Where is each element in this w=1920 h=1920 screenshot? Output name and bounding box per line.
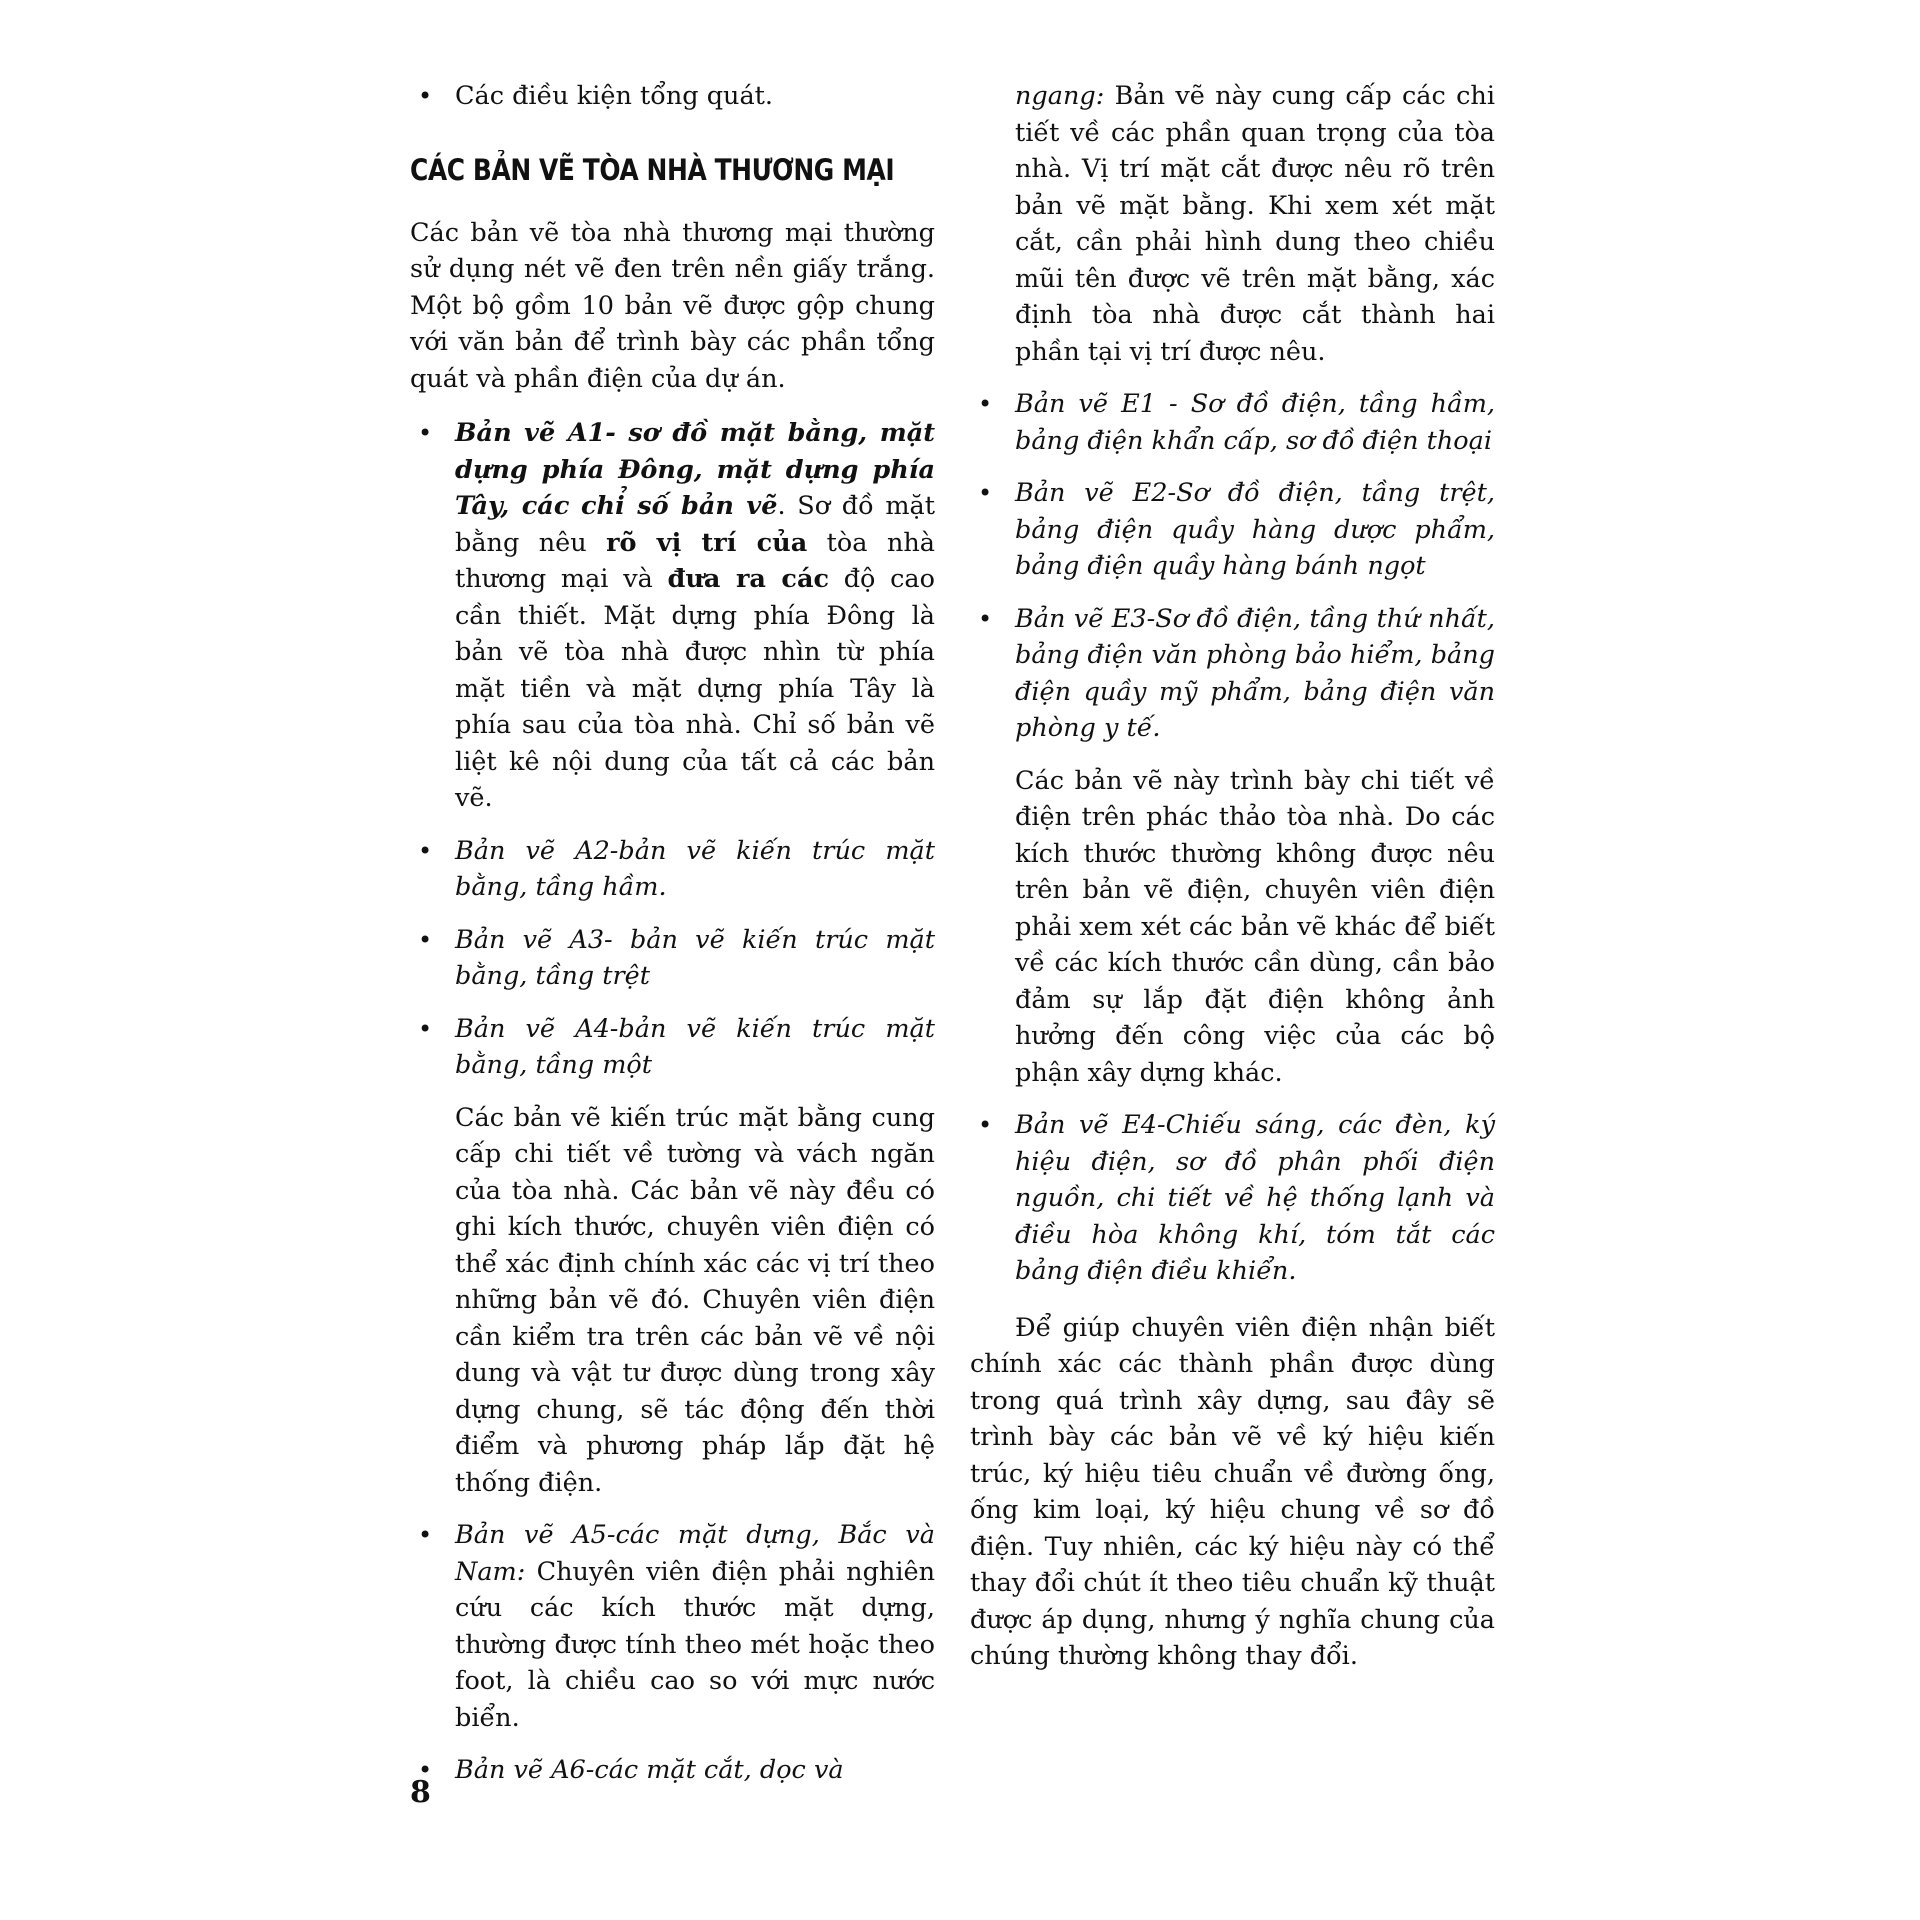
a6-title: Bản vẽ A6-các mặt cắt, dọc và (455, 1755, 844, 1785)
e1-text: Bản vẽ E1 - Sơ đồ điện, tầng hầm, bảng điện khẩn cấp, sơ đồ điện thoại (1015, 389, 1495, 456)
bullet-list-top (410, 78, 935, 115)
a1-text-1: . Sơ đồ mặt bằng nêu (455, 491, 935, 558)
a6-cont-title: ngang: (1015, 81, 1105, 111)
a1-bold-term: chỉ số bản vẽ (581, 491, 778, 521)
bullet-icon: • (418, 82, 433, 110)
section-heading: CÁC BẢN VẼ TÒA NHÀ THƯƠNG MẠI (410, 152, 895, 187)
e4-text: Bản vẽ E4-Chiếu sáng, các đèn, ký hiệu điện, sơ đồ phân phối điện nguồn, chi tiết về hệ thống lạnh và điều hòa không khí, tóm tắt các bảng điện điều khiển. (1015, 1110, 1495, 1286)
a3-text: Bản vẽ A3- bản vẽ kiến trúc mặt bằng, tầng trệt (455, 924, 935, 991)
a6-cont-text: Bản vẽ này cung cấp các chi tiết về các phần quan trọng của tòa nhà. Vị trí mặt cắt được nêu rõ trên bản vẽ mặt bằng. Khi xem xét mặt cắt, cần phải hình dung theo chiều mũi tên được vẽ trên mặt bằng, xác định tòa nhà được cắt thành hai phần tại vị trí được nêu. (1015, 81, 1495, 367)
a1-text-2: tòa nhà thương mại và (455, 527, 935, 594)
final-paragraph: Để giúp chuyên viên điện nhận biết chính xác các thành phần được dùng trong quá trình xây dựng, sau đây sẽ trình bày các bản vẽ về ký hiệu kiến trúc, ký hiệu tiêu chuẩn về đường ống, ống kim loại, ký hiệu chung về sơ đồ điện. Tuy nhiên, các ký hiệu này có thể thay đổi chút ít theo tiêu chuẩn kỹ thuật được áp dụng, nhưng ý nghĩa chung của chúng thường không thay đổi. (970, 1312, 1495, 1671)
list-item-a5 (410, 1517, 935, 1736)
bullet-icon: • (978, 479, 993, 507)
drawing-list-a (410, 415, 935, 1084)
list-item-a2 (410, 833, 935, 906)
a4-text: Bản vẽ A4-bản vẽ kiến trúc mặt bằng, tầng một (455, 1013, 935, 1080)
list-item-e3 (970, 601, 1495, 747)
bullet-icon: • (978, 604, 993, 633)
bullet-icon: • (418, 1014, 433, 1043)
e2-text: Bản vẽ E2-Sơ đồ điện, tầng trệt, bảng điện quầy hàng dược phẩm, bảng điện quầy hàng bánh ngọt (1015, 478, 1495, 581)
drawing-list-e-cont (970, 1107, 1495, 1290)
list-item-text: Các điều kiện tổng quát. (455, 81, 774, 111)
list-item-a3 (410, 922, 935, 995)
list-item-a1 (410, 415, 935, 817)
list-item-e1 (970, 386, 1495, 459)
bullet-icon: • (418, 1756, 433, 1784)
a1-bold-1: rõ vị trí của (606, 527, 808, 558)
list-item-a6 (410, 1752, 935, 1789)
a1-text-3: độ cao cần thiết. Mặt dựng phía Đông là bản vẽ tòa nhà được nhìn từ phía mặt tiền và mặt dựng phía Tây là phía sau của tòa nhà. Chỉ số bản vẽ liệt kê nội dung của tất cả các bản vẽ. (455, 564, 935, 813)
bullet-icon: • (978, 1111, 993, 1139)
a1-bold-2: đưa ra các (667, 564, 829, 594)
list-item-e2 (970, 475, 1495, 585)
architecture-paragraph: Các bản vẽ kiến trúc mặt bằng cung cấp chi tiết về tường và vách ngăn của tòa nhà. Các bản vẽ này đều có ghi kích thước, chuyên viên điện có thể xác định chính xác các vị trí theo những bản vẽ đó. Chuyên viên điện cần kiểm tra trên các bản vẽ về nội dung và vật tư được dùng trong xây dựng chung, sẽ tác động đến thời điểm và phương pháp lắp đặt hệ thống điện. (455, 1102, 935, 1498)
a1-title: Bản vẽ A1- sơ đồ mặt bằng, mặt dựng phía Đông, mặt dựng phía Tây, các (455, 418, 935, 521)
electrical-paragraph: Các bản vẽ này trình bày chi tiết về điện trên phác thảo tòa nhà. Do các kích thước thường không được nêu trên bản vẽ điện, chuyên viên điện phải xem xét các bản vẽ khác để biết về các kích thước cần dùng, cần bảo đảm sự lắp đặt điện không ảnh hưởng đến công việc của các bộ phận xây dựng khác. (1015, 765, 1495, 1088)
bullet-icon: • (418, 836, 433, 865)
a6-continuation (970, 78, 1495, 370)
list-item-a4 (410, 1011, 935, 1084)
list-item (410, 78, 935, 115)
left-column (410, 78, 935, 1805)
a2-text: Bản vẽ A2-bản vẽ kiến trúc mặt bằng, tầng hầm. (455, 835, 935, 902)
intro-paragraph: Các bản vẽ tòa nhà thương mại thường sử dụng nét vẽ đen trên nền giấy trắng. Một bộ gồm 10 bản vẽ được gộp chung với văn bản để trình bày các phần tổng quát và phần điện của dự án. (410, 217, 935, 394)
list-item-e4 (970, 1107, 1495, 1290)
a5-title: Bản vẽ A5-các mặt dựng, Bắc và Nam: (455, 1520, 935, 1587)
bullet-icon: • (418, 419, 433, 447)
right-column (970, 78, 1495, 1693)
bullet-icon: • (418, 925, 433, 954)
bullet-icon: • (418, 1521, 433, 1549)
drawing-list-e (970, 386, 1495, 747)
a5-text: Chuyên viên điện phải nghiên cứu các kích thước mặt dựng, thường được tính theo mét hoặc theo foot, là chiều cao so với mực nước biển. (455, 1556, 935, 1733)
drawing-list-a-cont (410, 1517, 935, 1789)
page-number: 8 (410, 1775, 431, 1810)
e3-text: Bản vẽ E3-Sơ đồ điện, tầng thứ nhất, bảng điện văn phòng bảo hiểm, bảng điện quầy mỹ phẩm, bảng điện văn phòng y tế. (1015, 603, 1495, 743)
bullet-icon: • (978, 390, 993, 418)
